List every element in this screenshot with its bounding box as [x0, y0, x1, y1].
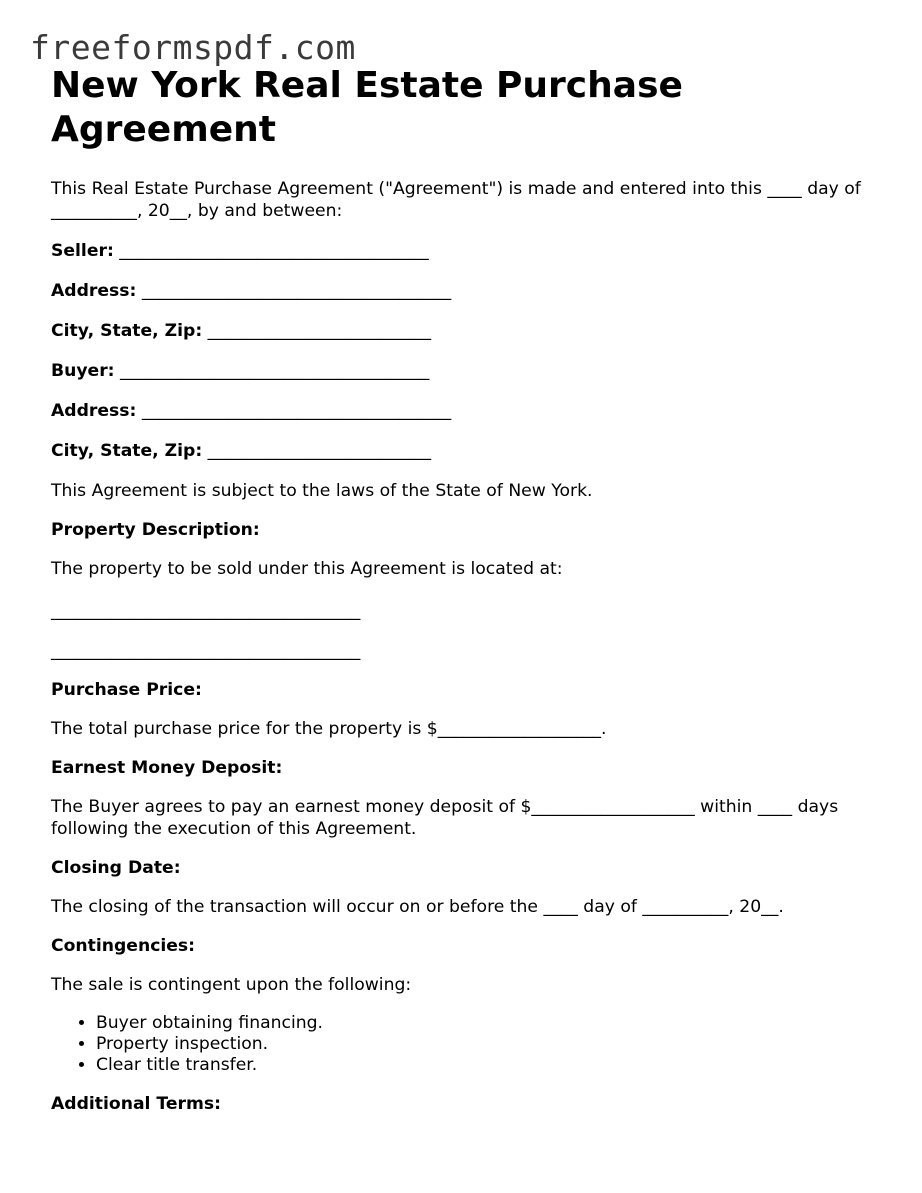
watermark-text: freeformspdf.com [30, 28, 356, 67]
buyer-blank: ____________________________________ [114, 361, 430, 381]
list-item: • Buyer obtaining financing. [96, 1013, 871, 1034]
buyer-address-field [51, 400, 871, 422]
buyer-city-field [51, 440, 871, 462]
property-text: The property to be sold under this Agreement is located at: [51, 559, 563, 579]
seller-blank: ____________________________________ [113, 241, 429, 261]
closing-heading: Closing Date: [51, 858, 181, 878]
list-item: • Property inspection. [96, 1034, 871, 1055]
additional-terms-heading: Additional Terms: [51, 1094, 222, 1114]
property-heading: Property Description: [51, 520, 260, 540]
seller-address-label: Address: [51, 281, 137, 301]
seller-field [51, 240, 871, 262]
seller-address-blank: ____________________________________ [136, 281, 452, 301]
price-heading: Purchase Price: [51, 680, 202, 700]
closing-text: The closing of the transaction will occur on or before the ____ day of __________, 20__. [51, 897, 784, 917]
buyer-address-label: Address: [51, 401, 137, 421]
deposit-text: The Buyer agrees to pay an earnest money deposit of $___________________ within ____ days following the execution of this Agreement. [51, 797, 839, 839]
buyer-city-blank: __________________________ [202, 441, 432, 461]
seller-label: Seller: [51, 241, 114, 261]
buyer-city-label: City, State, Zip: [51, 441, 203, 461]
intro-paragraph: This Real Estate Purchase Agreement ("Agreement") is made and entered into this ____ day of __________, 20__, by and between: [51, 179, 861, 221]
seller-address-field [51, 280, 871, 302]
buyer-field [51, 360, 871, 382]
contingencies-text: The sale is contingent upon the following: [51, 975, 412, 995]
property-line-1: ____________________________________ [51, 601, 361, 621]
contingencies-heading: Contingencies: [51, 936, 196, 956]
document-title: New York Real Estate Purchase Agreement [51, 65, 683, 150]
contingencies-list [51, 1013, 871, 1076]
document-page [51, 64, 871, 1115]
property-line-2: ____________________________________ [51, 641, 361, 661]
seller-city-blank: __________________________ [202, 321, 432, 341]
seller-city-field [51, 320, 871, 342]
buyer-label: Buyer: [51, 361, 115, 381]
buyer-address-blank: ____________________________________ [136, 401, 452, 421]
price-text: The total purchase price for the property is $___________________. [51, 719, 607, 739]
law-statement: This Agreement is subject to the laws of the State of New York. [51, 481, 593, 501]
deposit-heading: Earnest Money Deposit: [51, 758, 283, 778]
seller-city-label: City, State, Zip: [51, 321, 203, 341]
list-item: • Clear title transfer. [96, 1055, 871, 1076]
